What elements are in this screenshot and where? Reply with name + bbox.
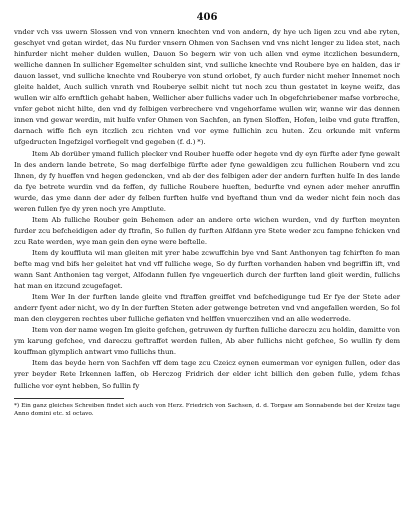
paragraph: Item von der name wegen Im gleite gefchen, getruwen dy furften fulliche dareczu zcu holdin, damitte von ym karung gefchee, vnd dareczu geftraffet werden fullen, Ab aber fullichs nicht gefchee, So wullin fy dem kouffman glymplich antwart vmo fullichs thun. [14,326,400,357]
paragraph: Item Ab fulliche Rouber gein Behemen ader an andere orte wichen wurden, vnd dy furften meynten furder zcu befcheidigen ader dy ftrafin, So fullen dy furften Alfdann yre Stete weder zcu fampne fchicken vnd zcu Rate werden, wye man gein den eyne were beftelle. [14,215,400,246]
paragraph: Item Wer In der furften lande gleite vnd ftraffen greiffet vnd befchedigunge tud Er fye der Stete ader anderr fyent ader nicht, wo dy In der furften Steten ader getwenge betreten vnd vnd angefallen werden, So fol man den cleygeren rechtes uber fulliche gefiaten vnd helffen vnuerczihen vnd an alle wederrede. [14,293,400,324]
paragraph: Item dy kouffluta wil man gleiten mit yrer habe zcwuffchin bye vnd Sant Anthonyen tag fchirften fo man befte mag vnd bifs her geleitet hat vnd vff fulliche wege, So dy furften vorhanden haben vnd begriffin ift, vnd wann Sant Anthonien tag verget, Alfodann fullen fye vngeuerlich durch der furften land gleit werdin, fullichs hat man en itzcund zcugefaget. [14,248,400,291]
paragraph: Item Ab dorüber ymand fullich plecker vnd Rouber hueffe oder hegete vnd dy eyn fürfte ader fyne gewalt In des andern lande betrete, So mag derfelbige fürfte ader fyne gewaldigen zcu fullichen Roubern vnd zcu Ihnen, dy fy hueffen vnd hegen gedencken, vnd ab der des felbigen ader der andern furften hulfe In des lande da fye betrete wurdin vnd da feffen, dy fulliche Roubere hueften, bedurfte vnd eynen ader meher anruffin wurde, das yme dann der ader dy felben furften hulfe vnd byeftand thun vnd da weder nicht fein noch das weren fullen fye dy yren noch yre Amptlute. [14,149,400,213]
page-number: 406 [196,12,218,23]
paragraph: Item das beyde hern von Sachfen vff dem tage zcu Czeicz eynen eumerman vor eynigen fullen, oder das yrer beyder Rete Irkennen laffen, ob Herczog Fridrich der elder icht billich den geben fulle, ydem fchas fulliche vor eynt hebben, So fullin fy [14,359,400,390]
document-page [14,12,400,508]
footnote: *) Ein ganz gleiches Schreiben findet sich auch von Herz. Friedrich von Sachsen, d. d. Torgaw am Sonnabende bei der Kreize tage Anno domini etc. xl octavo. [14,402,400,417]
paragraph: vnder vch vss uwern Slossen vnd von vnnern knechten vnd von andern, dy hye uch ligen zcu vnd abe ryten, geschyet vnd getan wirdet, das Nu furder vnsern Ohmen von Sachsen vnd vns nicht lenger zu lidea stet, nach hinfurder nicht meher dulden wullen, Dauon So begern wir von uch allen vnd eyme itczlichen besundern, welliche dannen In sullicher Egemelter schulden sint, vnd sulliche knechte vnd Roubere bye en halden, das ir dauon lasset, vnd sulliche knechte vnd Rouberye von stund orlobet, fy auch furder nicht meher Innemet noch gleite haldet, Auch sullich vnrath vnd Rouberye selbit nicht tut noch zcu thun gestatet in keyne weifz, das wullen wir alfo ernftlich gehabt haben, Wellicher aber fullichs vader uch In obgefchriebener mafse vorbreche, vnfer gebot nicht hilte, den vnd dy felbigen verbrechere vnd vngehorfame wullen wir, wanne wir das dennen innen vnd gewar werdin, mit hulfe vnfer Ohmen von Sachfen, an fynen Sloffen, Hofen, leibe vnd gute ftraffen, darnach wiffe fich eyn itczlich zcu richten vnd vor eyme fullichin zcu huten. Zcu orkunde mit vnferm ufgedructen Ingefzigel vorfiegelt vnd gegeben (f. d.) *). [14,28,400,147]
body-text [14,27,400,392]
footnote-divider [14,398,124,399]
